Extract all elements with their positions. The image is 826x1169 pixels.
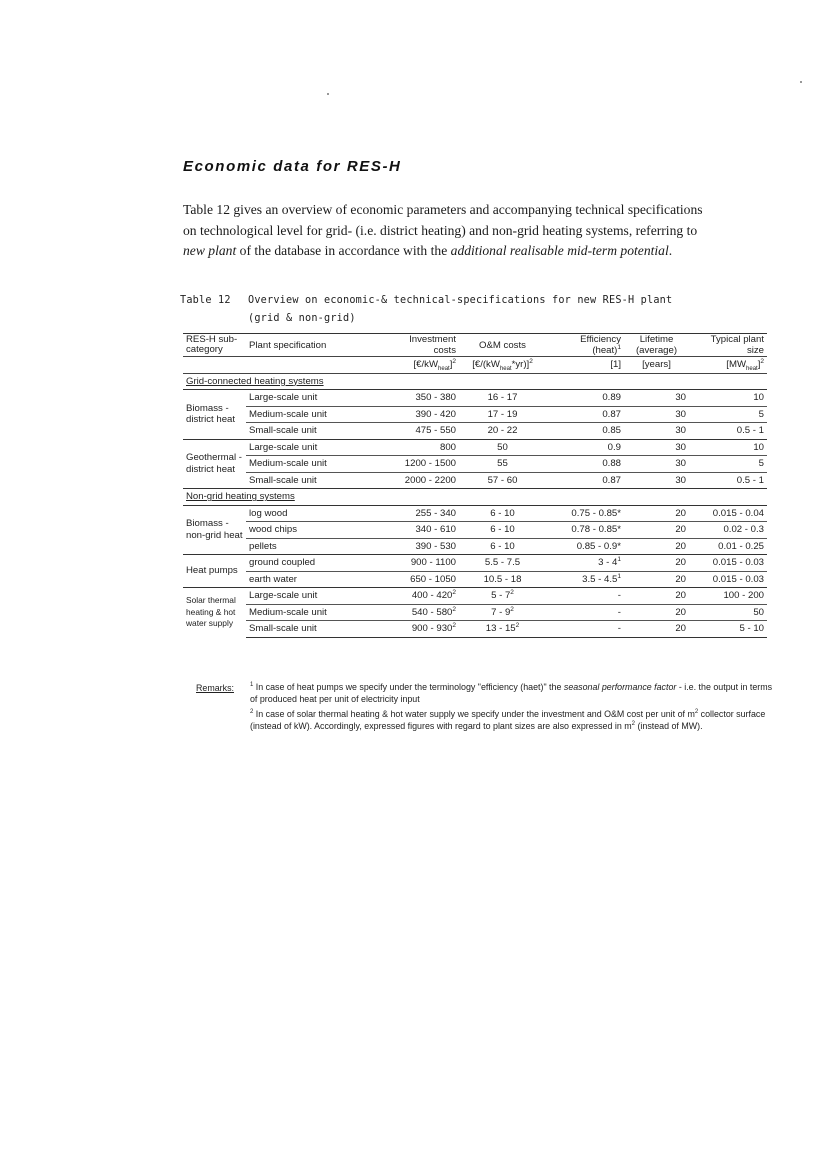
cell-spec: Small-scale unit — [249, 425, 317, 437]
cell-efficiency: - — [546, 621, 624, 638]
section-title-nongrid: Non-grid heating systems — [183, 489, 767, 506]
intro-text: Table 12 gives an overview of economic parameters and accompanying technical specifications on technological level for grid- (i.e. district heating) and non-grid heating systems, referring to — [183, 202, 703, 238]
table-row — [183, 406, 767, 423]
table-row — [183, 472, 767, 489]
cell-investment: 340 - 610 — [394, 522, 459, 539]
unit-text: *yr)] — [511, 359, 530, 371]
speck — [327, 93, 329, 95]
cell-size: 10 — [689, 390, 767, 407]
cell-spec: Large-scale unit — [246, 439, 394, 456]
category-biomass-nongrid: Biomass - non-grid heat — [186, 518, 243, 541]
cell-spec: Small-scale unit — [249, 474, 317, 486]
cell-efficiency: 0.75 - 0.85* — [546, 505, 624, 522]
cell-lifetime: 30 — [675, 425, 686, 437]
remark-note-2: $^2$ In case of solar thermal heating & hot water supply we specify under the investment and O&M cost per unit of $m^2$ collector surface (instead of kW). Accordingly, expressed figures with regard to plant sizes are also expressed in $m^2$ (instead of MW). — [250, 709, 766, 731]
cell-spec: log wood — [246, 505, 394, 522]
cell-size: 5 — [689, 456, 767, 473]
cell-investment: 800 — [394, 439, 459, 456]
table-row — [183, 538, 767, 555]
table-row — [183, 456, 767, 473]
footnote-ref: 2 — [510, 589, 514, 597]
cell-size: 0.015 - 0.03 — [712, 573, 764, 585]
cell-om-value: 7 - 9 — [491, 606, 511, 618]
unit-text: [MW — [726, 359, 747, 371]
cell-lifetime: 20 — [675, 573, 686, 585]
intro-paragraph — [183, 200, 703, 262]
cell-investment: 1200 - 1500 — [394, 456, 459, 473]
cell-spec: Medium-scale unit — [246, 406, 394, 423]
cell-lifetime: 20 — [624, 604, 689, 621]
cell-spec: Large-scale unit — [246, 588, 394, 605]
intro-emphasis-new-plant: new plant — [183, 243, 237, 258]
cell-investment: 350 - 380 — [394, 390, 459, 407]
cell-investment — [394, 588, 459, 605]
cell-om: 6 - 10 — [490, 540, 515, 552]
category-heat-pumps: Heat pumps — [183, 555, 246, 588]
intro-text: . — [668, 243, 673, 258]
speck — [800, 81, 802, 83]
cell-spec: Medium-scale unit — [246, 604, 394, 621]
cell-om: 10.5 - 18 — [483, 573, 522, 585]
unit-efficiency: [1] — [546, 357, 624, 374]
cell-investment: 390 - 420 — [394, 406, 459, 423]
section-heading: Economic data for RES-H — [183, 158, 402, 175]
cell-size: 100 - 200 — [689, 588, 767, 605]
remark-emphasis: seasonal performance factor — [563, 682, 677, 692]
cell-efficiency: 0.88 — [546, 456, 624, 473]
cell-investment: 650 - 1050 — [410, 573, 456, 585]
section-row-nongrid — [183, 489, 767, 506]
cell-size: 0.015 - 0.04 — [689, 505, 767, 522]
intro-emphasis-potential: additional realisable mid-term potential — [450, 243, 669, 258]
footnote-ref: 2 — [515, 622, 520, 630]
cell-spec: Large-scale unit — [246, 390, 394, 407]
cell-om — [459, 621, 546, 638]
cell-efficiency: 0.89 — [546, 390, 624, 407]
cell-om: 57 - 60 — [487, 474, 518, 486]
cell-efficiency: - — [546, 588, 624, 605]
table-row — [183, 505, 767, 522]
cell-size: 5 — [689, 406, 767, 423]
cell-size: 10 — [689, 439, 767, 456]
cell-lifetime: 30 — [675, 474, 686, 486]
cell-size: 0.5 - 1 — [736, 474, 764, 486]
cell-efficiency: 0.87 — [546, 406, 624, 423]
cell-size: 0.5 - 1 — [736, 425, 764, 437]
footnote-ref: 2 — [452, 589, 456, 597]
remark-text: collector surface (instead of kW). Accordingly, expressed figures with regard to plant sizes are also expressed in m — [250, 709, 766, 731]
table-caption — [180, 292, 720, 328]
unit-sub: heat — [746, 366, 758, 373]
cell-lifetime: 30 — [624, 439, 689, 456]
header-plant-spec: Plant specification — [246, 334, 394, 357]
section-title-grid: Grid-connected heating systems — [183, 373, 767, 390]
table-label: Table 12 — [180, 295, 231, 306]
table-row — [183, 439, 767, 456]
unit-investment: $[€/kW_{heat}]^2$ — [394, 357, 459, 374]
cell-efficiency: 0.85 - 0.9* — [576, 540, 621, 552]
cell-lifetime: 20 — [675, 540, 686, 552]
remarks-block — [196, 682, 776, 736]
footnote-ref: 1 — [617, 572, 621, 580]
cell-spec: wood chips — [246, 522, 394, 539]
cell-lifetime: 30 — [624, 406, 689, 423]
cell-spec: Small-scale unit — [246, 621, 394, 638]
cell-spec: Medium-scale unit — [246, 456, 394, 473]
cell-size: 50 — [689, 604, 767, 621]
cell-size: 0.01 - 0.25 — [718, 540, 764, 552]
cell-om-value: 5 - 7 — [491, 590, 511, 602]
unit-lifetime: [years] — [624, 357, 689, 374]
unit-text: ] — [449, 359, 453, 371]
units-row — [183, 357, 767, 374]
table-title: Overview on economic-& technical-specifications for new RES-H plant (grid & non-grid) — [248, 295, 673, 324]
remark-text: In case of heat pumps we specify under the terminology "efficiency (haet)" the — [253, 682, 564, 692]
cell-om: 17 - 19 — [459, 406, 546, 423]
cell-size: 0.02 - 0.3 — [689, 522, 767, 539]
unit-text: [€/(kW — [472, 359, 500, 371]
cell-om: 6 - 10 — [459, 522, 546, 539]
cell-spec: earth water — [249, 573, 297, 585]
table-row — [183, 390, 767, 407]
cell-efficiency-value: 3 - 4 — [598, 557, 618, 569]
cell-efficiency: 0.9 — [546, 439, 624, 456]
unit-size: $[MW_{heat}]^2$ — [689, 357, 767, 374]
unit-sub: heat — [499, 366, 512, 373]
cell-efficiency — [546, 571, 624, 588]
category-geothermal: Geothermal - district heat — [183, 439, 246, 489]
table-row — [183, 621, 767, 638]
unit-sub: heat — [438, 366, 450, 373]
unit-om: $[€/(kW_{heat}*yr)]^2$ — [459, 357, 546, 374]
intro-text: of the database in accordance with the — [236, 243, 451, 258]
remarks-label: Remarks: — [196, 683, 234, 693]
table-row — [183, 571, 767, 588]
cell-size: 0.015 - 0.03 — [689, 555, 767, 572]
category-solar-thermal: Solar thermal heating & hot water supply — [183, 588, 246, 638]
remark-text: - i.e. the output in terms of produced heat per unit of electricity input — [250, 682, 773, 704]
economic-data-table — [183, 333, 767, 638]
footnote-ref: 1 — [617, 556, 621, 564]
cell-om — [459, 604, 546, 621]
cell-investment: 900 - 1100 — [394, 555, 459, 572]
header-category: RES-H sub-category — [183, 334, 246, 357]
cell-om: 50 — [459, 439, 546, 456]
cell-investment-value: 400 - 420 — [411, 590, 453, 602]
cell-efficiency: 0.87 — [602, 474, 621, 486]
cell-spec: pellets — [249, 540, 277, 552]
cell-investment — [394, 621, 459, 638]
cell-investment: 2000 - 2200 — [404, 474, 456, 486]
header-om: O&M costs — [459, 334, 546, 357]
header-size: Typical plant size — [689, 334, 767, 357]
cell-om: 5.5 - 7.5 — [459, 555, 546, 572]
remark-note-1: $^1$ In case of heat pumps we specify under the terminology "efficiency (haet)" the seasonal performance factor - i.e. the output in terms of produced heat per unit of electricity input — [250, 682, 773, 704]
table-row — [183, 522, 767, 539]
header-investment: Investment costs — [394, 334, 459, 357]
table-row — [183, 604, 767, 621]
cell-investment: 255 - 340 — [394, 505, 459, 522]
remark-text: In case of solar thermal heating & hot water supply we specify under the investment and O&M cost per unit of m — [253, 709, 695, 719]
cell-om — [459, 588, 546, 605]
cell-efficiency — [546, 555, 624, 572]
cell-efficiency: - — [546, 604, 624, 621]
cell-lifetime: 20 — [624, 555, 689, 572]
cell-size: 5 - 10 — [689, 621, 767, 638]
cell-efficiency: 0.78 - 0.85* — [546, 522, 624, 539]
remark-text: (instead of MW). — [634, 720, 703, 731]
cell-investment — [394, 604, 459, 621]
footnote-ref: 2 — [510, 605, 514, 613]
cell-lifetime: 20 — [624, 522, 689, 539]
cell-spec: ground coupled — [246, 555, 394, 572]
cell-lifetime: 30 — [624, 390, 689, 407]
header-efficiency-label: Efficiency (heat) — [580, 334, 621, 356]
section-row-grid — [183, 373, 767, 390]
table-header-row — [183, 334, 767, 357]
unit-text: [€/kW — [413, 359, 439, 371]
cell-investment: 390 - 530 — [415, 540, 456, 552]
unit-text: ] — [757, 359, 761, 371]
category-biomass-district: Biomass - district heat — [186, 402, 236, 426]
cell-lifetime: 30 — [624, 456, 689, 473]
cell-lifetime: 20 — [624, 588, 689, 605]
table-row — [183, 423, 767, 440]
table-row — [183, 588, 767, 605]
cell-efficiency: 0.85 — [602, 425, 621, 437]
table-row — [183, 555, 767, 572]
cell-om: 16 - 17 — [459, 390, 546, 407]
cell-investment: 475 - 550 — [415, 425, 456, 437]
cell-lifetime: 20 — [624, 505, 689, 522]
cell-efficiency-value: 3.5 - 4.5 — [582, 573, 618, 585]
header-lifetime: Lifetime (average) — [624, 334, 689, 357]
footnote-ref: 2 — [452, 622, 456, 630]
cell-om: 6 - 10 — [459, 505, 546, 522]
cell-om-value: 13 - 15 — [485, 623, 516, 635]
cell-om: 20 - 22 — [487, 425, 518, 437]
cell-investment-value: 900 - 930 — [411, 623, 453, 635]
header-efficiency: Efficiency (heat)$^1$ — [546, 334, 624, 357]
cell-investment-value: 540 - 580 — [411, 606, 453, 618]
footnote-ref: 2 — [452, 605, 456, 613]
cell-om: 55 — [459, 456, 546, 473]
cell-lifetime: 20 — [624, 621, 689, 638]
